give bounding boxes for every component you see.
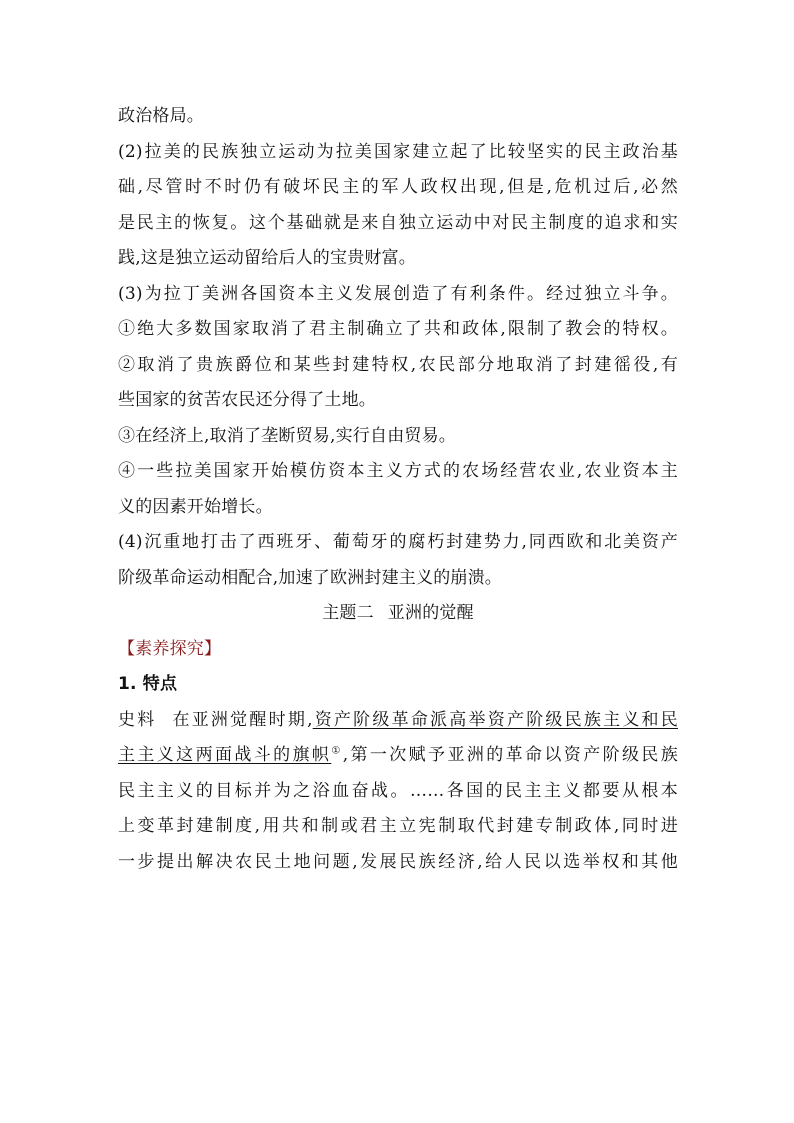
- theme-title-name: 亚洲的觉醒: [387, 603, 474, 623]
- source-line-2-rest: ,第一次赋予亚洲的革命以资产阶级民族: [342, 745, 678, 765]
- point4-line-2: 阶级革命运动相配合,加速了欧洲封建主义的崩溃。: [118, 567, 503, 588]
- source-line-5: 一步提出解决农民土地问题,发展民族经济,给人民以选举权和其他: [118, 851, 678, 872]
- point4-line-1: (4)沉重地打击了西班牙、葡萄牙的腐朽封建势力,同西欧和北美资产: [118, 532, 678, 552]
- source-line-1: [118, 703, 678, 739]
- intro-line-1: 政治格局。: [118, 106, 204, 126]
- point2-line-1: (2)拉美的民族独立运动为拉美国家建立起了比较坚实的民主政治基: [118, 141, 678, 162]
- theme-title: [118, 596, 678, 632]
- theme-title-number: 主题二: [322, 603, 374, 623]
- section-label: 【素养探究】: [118, 638, 222, 659]
- point2-line-3: 是民主的恢复。这个基础就是来自独立运动中对民主制度的追求和实: [118, 212, 678, 233]
- point3-item-3: ③在经济上,取消了垄断贸易,实行自由贸易。: [118, 425, 457, 446]
- point3-line-1: (3)为拉丁美洲各国资本主义发展创造了有利条件。经过独立斗争。: [118, 283, 678, 304]
- point3-item-2-line-1: ②取消了贵族爵位和某些封建特权,农民部分地取消了封建徭役,有: [118, 354, 678, 375]
- footnote-mark: ①: [331, 745, 343, 757]
- point3-item-2-line-2: 些国家的贫苦农民还分得了土地。: [118, 390, 376, 410]
- source-line-1-plain: 在亚洲觉醒时期,: [170, 709, 313, 730]
- point2-line-4: 践,这是独立运动留给后人的宝贵财富。: [118, 248, 417, 268]
- source-label: 史料: [118, 709, 157, 730]
- point2-line-2: 础,尽管时不时仍有破坏民主的军人政权出现,但是,危机过后,必然: [118, 177, 678, 197]
- point3-item-1: ①绝大多数国家取消了君主制确立了共和政体,限制了教会的特权。: [118, 319, 678, 339]
- point3-item-4-line-1: ④一些拉美国家开始模仿资本主义方式的农场经营农业,农业资本主: [118, 461, 678, 481]
- point3-item-4-line-2: 义的因素开始增长。: [118, 496, 273, 517]
- document-page: [118, 99, 678, 880]
- section-heading: 1. 特点: [118, 674, 178, 694]
- source-line-2-underlined: 主主义这两面战斗的旗帜: [118, 745, 332, 765]
- source-line-3: 民主主义的目标并为之浴血奋战。……各国的民主主义都要从根本: [118, 780, 678, 801]
- source-line-4: 上变革封建制度,用共和制或君主立宪制取代封建专制政体,同时进: [118, 816, 678, 836]
- source-line-2: [118, 738, 678, 774]
- source-line-1-underlined: 资产阶级革命派高举资产阶级民族主义和民: [312, 709, 678, 730]
